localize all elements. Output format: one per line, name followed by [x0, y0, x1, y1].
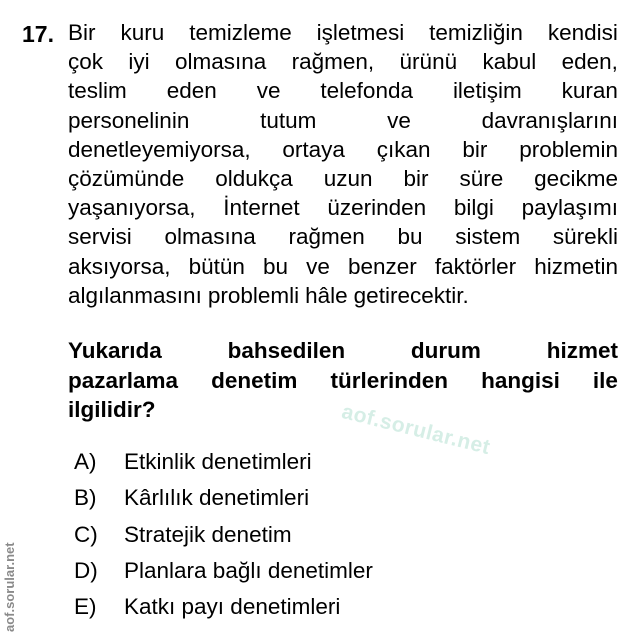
option-letter: B) [74, 485, 97, 511]
word: hangisi [481, 367, 560, 393]
word: bir [403, 165, 429, 191]
word: temizleme [189, 20, 292, 45]
watermark: aof.sorular.net [339, 400, 493, 460]
question-number: 17. [22, 21, 54, 47]
word: bilgi [453, 195, 494, 221]
option-d[interactable] [74, 553, 373, 589]
option-text: Katkı payı denetimleri [124, 594, 341, 620]
word: çözümünde [68, 165, 185, 191]
word: olmasına [164, 224, 256, 250]
option-text: Stratejik denetim [124, 521, 292, 547]
word: iyi [128, 49, 150, 75]
word: denetleyemiyorsa, [68, 136, 251, 162]
word: eden [166, 78, 217, 104]
word: kuran [561, 78, 618, 104]
word: süre [459, 165, 504, 191]
word: rağmen, [291, 49, 375, 75]
word: getirecektir. [353, 282, 469, 308]
word: rağmen [288, 224, 365, 250]
word: üzerinden [327, 195, 427, 221]
text-line [68, 222, 618, 251]
word: Bir [68, 20, 96, 45]
option-letter: D) [74, 557, 98, 583]
option-b[interactable] [74, 480, 373, 516]
option-text: Planlara bağlı denetimler [124, 557, 373, 583]
word: eden, [561, 49, 618, 75]
option-a[interactable] [74, 444, 373, 480]
text-line [68, 281, 618, 310]
word: davranışlarını [481, 107, 618, 133]
word: gecikme [534, 165, 618, 191]
word: temizliğin [429, 20, 523, 45]
question-stem [68, 18, 618, 310]
word: çok [68, 49, 104, 75]
word: bu [263, 253, 289, 279]
word: iletişim [452, 78, 522, 104]
text-line [68, 252, 618, 281]
option-c[interactable] [74, 517, 373, 553]
word: ile [592, 367, 618, 393]
word: hâle [305, 282, 348, 308]
word: problemin [519, 136, 618, 162]
text-line [68, 47, 618, 76]
word: pazarlama [68, 367, 179, 393]
side-watermark: aof.sorular.net [2, 542, 17, 632]
word: aksıyorsa, [68, 253, 171, 279]
word: personelinin [68, 107, 190, 133]
word: kendisi [547, 20, 618, 45]
option-letter: A) [74, 449, 97, 474]
word: olmasına [174, 49, 267, 75]
text-line [68, 193, 618, 222]
word: ve [306, 253, 330, 279]
word: bu [397, 224, 423, 250]
word: hizmet [546, 338, 618, 363]
text-line [68, 106, 618, 135]
option-letter: C) [74, 521, 98, 547]
word: tutum [260, 107, 317, 133]
word: ve [256, 78, 281, 104]
word: benzer [347, 253, 417, 279]
word: uzun [323, 165, 373, 191]
word: ve [387, 107, 411, 133]
option-e[interactable] [74, 589, 373, 625]
word: kabul [482, 49, 537, 75]
text-line [68, 76, 618, 105]
word: problemli [207, 282, 300, 308]
text-line [68, 336, 618, 366]
option-letter: E) [74, 594, 97, 620]
word: hizmetin [534, 253, 618, 279]
word: İnternet [223, 195, 300, 221]
word: durum [410, 338, 481, 363]
text-line [68, 164, 618, 193]
word: paylaşımı [521, 195, 618, 221]
word: faktörler [434, 253, 517, 279]
word: yaşanıyorsa, [68, 195, 196, 221]
word: bütün [188, 253, 245, 279]
word: servisi [68, 224, 132, 250]
word: türlerinden [330, 367, 448, 393]
word: kuru [120, 20, 165, 45]
word: denetim [211, 367, 298, 393]
word: oldukça [215, 165, 293, 191]
answer-options [74, 444, 373, 625]
word: çıkan [376, 136, 431, 162]
word: ürünü [399, 49, 458, 75]
text-line [68, 135, 618, 164]
option-text: Kârlılık denetimleri [124, 485, 310, 511]
word: ortaya [282, 136, 345, 162]
word: ilgilidir? [68, 397, 156, 422]
word: teslim [68, 78, 127, 104]
text-line [68, 366, 618, 396]
word: sistem [455, 224, 521, 250]
word: Yukarıda [68, 338, 162, 363]
word: bir [462, 136, 488, 162]
word: sürekli [552, 224, 618, 250]
word: telefonda [320, 78, 413, 104]
text-line [68, 18, 618, 47]
word: bahsedilen [227, 338, 346, 363]
word: algılanmasını [68, 282, 202, 308]
option-text: Etkinlik denetimleri [124, 449, 312, 474]
word: işletmesi [316, 20, 405, 45]
